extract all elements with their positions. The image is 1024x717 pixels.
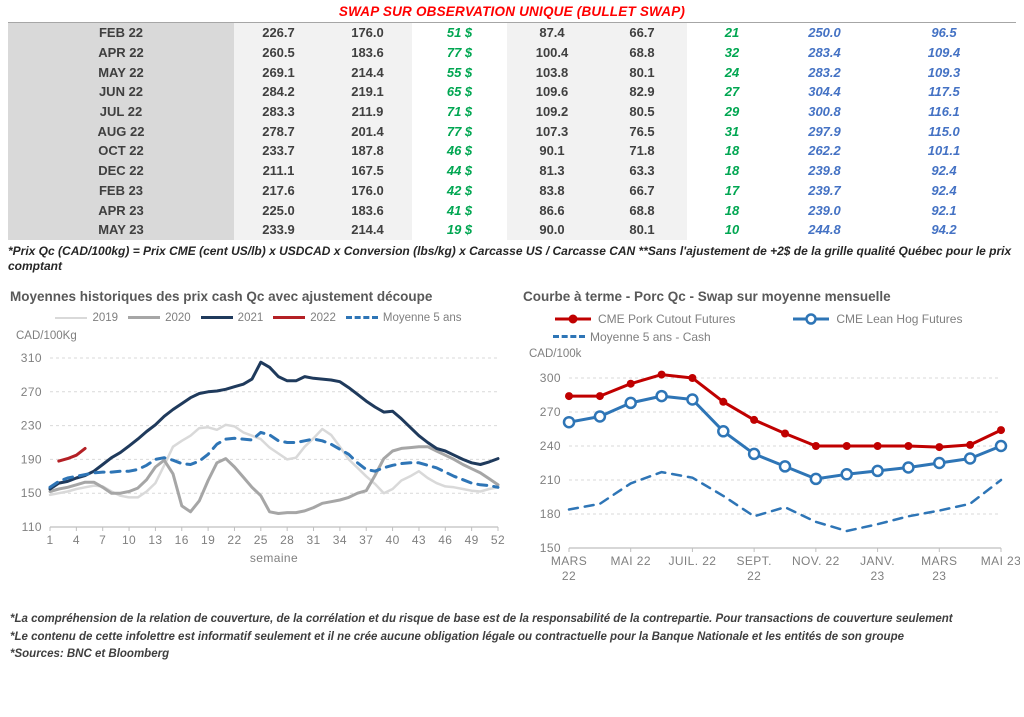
legend-item-lean-hog [791, 312, 962, 326]
svg-text:1: 1 [46, 532, 54, 547]
legend-label: 2021 [237, 311, 264, 324]
value-cell: 80.1 [597, 220, 687, 240]
value-cell: 109.3 [872, 62, 1016, 82]
svg-text:SEPT.: SEPT. [736, 553, 772, 568]
marker-line-swatch-icon [553, 313, 593, 325]
table-row [8, 200, 1016, 220]
table-row [8, 220, 1016, 240]
month-cell: APR 22 [8, 43, 234, 63]
line-swatch-2020-icon [128, 316, 160, 319]
value-cell: 51 $ [412, 23, 507, 43]
historical-chart-legend [10, 312, 507, 324]
value-cell: 92.4 [872, 181, 1016, 201]
value-cell: 109.6 [507, 82, 597, 102]
value-cell: 100.4 [507, 43, 597, 63]
value-cell: 244.8 [777, 220, 872, 240]
svg-text:46: 46 [438, 532, 453, 547]
value-cell: 32 [687, 43, 777, 63]
historical-prices-chart [10, 342, 507, 584]
value-cell: 71.8 [597, 141, 687, 161]
value-cell: 19 $ [412, 220, 507, 240]
value-cell: 226.7 [234, 23, 323, 43]
legend-label: CME Pork Cutout Futures [598, 311, 736, 326]
value-cell: 55 $ [412, 62, 507, 82]
value-cell: 31 [687, 121, 777, 141]
svg-text:semaine: semaine [249, 550, 299, 565]
table-row [8, 62, 1016, 82]
forward-chart-legend [553, 312, 1020, 344]
svg-text:23: 23 [932, 568, 947, 583]
svg-text:MAI 23: MAI 23 [980, 553, 1020, 568]
table-row [8, 43, 1016, 63]
value-cell: 18 [687, 161, 777, 181]
legend-item-2021 [201, 312, 264, 324]
value-cell: 304.4 [777, 82, 872, 102]
value-cell: 284.2 [234, 82, 323, 102]
value-cell: 68.8 [597, 200, 687, 220]
y-axis-unit-label: CAD/100Kg [16, 329, 77, 342]
value-cell: 283.3 [234, 102, 323, 122]
value-cell: 167.5 [323, 161, 412, 181]
month-cell: DEC 22 [8, 161, 234, 181]
svg-text:270: 270 [20, 384, 42, 399]
svg-text:40: 40 [385, 532, 400, 547]
svg-text:300: 300 [539, 370, 561, 385]
value-cell: 18 [687, 200, 777, 220]
value-cell: 80.5 [597, 102, 687, 122]
svg-text:43: 43 [411, 532, 427, 547]
value-cell: 262.2 [777, 141, 872, 161]
value-cell: 82.9 [597, 82, 687, 102]
value-cell: 24 [687, 62, 777, 82]
legend-label: 2022 [310, 311, 336, 324]
disclaimer-notes [0, 609, 1024, 664]
value-cell: 81.3 [507, 161, 597, 181]
disclaimer-line: *Le contenu de cette infolettre est informatif seulement et il ne crée aucune obligation légale ou contractuelle pour la Banque Nationale et les entités de son groupe [10, 630, 904, 643]
svg-text:37: 37 [359, 532, 374, 547]
sources-line: *Sources: BNC et Bloomberg [10, 648, 170, 661]
value-cell: 297.9 [777, 121, 872, 141]
value-cell: 116.1 [872, 102, 1016, 122]
value-cell: 211.9 [323, 102, 412, 122]
svg-text:190: 190 [20, 452, 42, 467]
svg-text:NOV. 22: NOV. 22 [791, 553, 840, 568]
svg-text:110: 110 [21, 519, 42, 534]
value-cell: 283.4 [777, 43, 872, 63]
table-row [8, 141, 1016, 161]
value-cell: 239.0 [777, 200, 872, 220]
line-swatch-2019-icon [55, 317, 87, 319]
month-cell: MAY 22 [8, 62, 234, 82]
value-cell: 17 [687, 181, 777, 201]
legend-item-pork-cutout [553, 312, 735, 326]
historical-chart-title: Moyennes historiques des prix cash Qc avec ajustement découpe [10, 288, 433, 304]
svg-text:7: 7 [99, 532, 107, 547]
value-cell: 76.5 [597, 121, 687, 141]
svg-text:16: 16 [174, 532, 189, 547]
value-cell: 90.1 [507, 141, 597, 161]
value-cell: 21 [687, 23, 777, 43]
value-cell: 283.2 [777, 62, 872, 82]
table-row [8, 102, 1016, 122]
table-row [8, 181, 1016, 201]
month-cell: APR 23 [8, 200, 234, 220]
y-axis-unit-label: CAD/100k [529, 347, 582, 360]
value-cell: 92.1 [872, 200, 1016, 220]
value-cell: 183.6 [323, 43, 412, 63]
svg-text:150: 150 [20, 485, 42, 500]
swap-table [8, 22, 1016, 240]
forward-chart-title: Courbe à terme - Porc Qc - Swap sur moyenne mensuelle [523, 288, 891, 304]
svg-text:23: 23 [870, 568, 885, 583]
month-cell: OCT 22 [8, 141, 234, 161]
value-cell: 300.8 [777, 102, 872, 122]
value-cell: 109.2 [507, 102, 597, 122]
value-cell: 86.6 [507, 200, 597, 220]
legend-item-2020 [128, 312, 191, 324]
value-cell: 239.8 [777, 161, 872, 181]
svg-text:MARS: MARS [550, 553, 588, 568]
table-row [8, 121, 1016, 141]
svg-text:270: 270 [539, 404, 561, 419]
legend-label: CME Lean Hog Futures [836, 311, 963, 326]
svg-text:25: 25 [253, 532, 268, 547]
svg-text:49: 49 [464, 532, 479, 547]
value-cell: 41 $ [412, 200, 507, 220]
svg-text:19: 19 [201, 532, 216, 547]
value-cell: 217.6 [234, 181, 323, 201]
value-cell: 269.1 [234, 62, 323, 82]
value-cell: 96.5 [872, 23, 1016, 43]
svg-text:4: 4 [72, 532, 80, 547]
svg-text:34: 34 [332, 532, 347, 547]
month-cell: MAY 23 [8, 220, 234, 240]
value-cell: 10 [687, 220, 777, 240]
value-cell: 66.7 [597, 23, 687, 43]
value-cell: 46 $ [412, 141, 507, 161]
value-cell: 260.5 [234, 43, 323, 63]
legend-label: Moyenne 5 ans - Cash [590, 329, 711, 344]
historical-prices-panel [10, 289, 507, 603]
value-cell: 219.1 [323, 82, 412, 102]
value-cell: 211.1 [234, 161, 323, 181]
value-cell: 87.4 [507, 23, 597, 43]
svg-text:210: 210 [539, 472, 561, 487]
value-cell: 117.5 [872, 82, 1016, 102]
value-cell: 94.2 [872, 220, 1016, 240]
month-cell: JUL 22 [8, 102, 234, 122]
legend-label: Moyenne 5 ans [382, 311, 462, 324]
legend-label: 2019 [92, 311, 119, 324]
svg-text:JUIL. 22: JUIL. 22 [668, 553, 717, 568]
svg-text:150: 150 [539, 540, 561, 555]
svg-text:22: 22 [747, 568, 762, 583]
month-cell: FEB 23 [8, 181, 234, 201]
legend-item-moyenne-cash [553, 330, 711, 344]
value-cell: 239.7 [777, 181, 872, 201]
forward-curve-chart [523, 360, 1020, 598]
value-cell: 225.0 [234, 200, 323, 220]
month-cell: AUG 22 [8, 121, 234, 141]
disclaimer-line: *La compréhension de la relation de couverture, de la corrélation et du risque de base est de la responsabilité de la contrepartie. Pour transactions de couverture seulement [10, 612, 953, 625]
table-row [8, 23, 1016, 43]
month-cell: JUN 22 [8, 82, 234, 102]
table-row [8, 161, 1016, 181]
page-title: SWAP SUR OBSERVATION UNIQUE (BULLET SWAP) [338, 4, 686, 19]
value-cell: 29 [687, 102, 777, 122]
value-cell: 77 $ [412, 43, 507, 63]
svg-text:MARS: MARS [921, 553, 958, 568]
month-cell: FEB 22 [8, 23, 234, 43]
value-cell: 183.6 [323, 200, 412, 220]
svg-text:22: 22 [561, 568, 577, 583]
value-cell: 115.0 [872, 121, 1016, 141]
svg-text:180: 180 [539, 506, 561, 521]
svg-text:13: 13 [148, 532, 163, 547]
value-cell: 44 $ [412, 161, 507, 181]
dashed-line-swatch-icon [346, 316, 378, 319]
value-cell: 214.4 [323, 220, 412, 240]
value-cell: 101.1 [872, 141, 1016, 161]
value-cell: 18 [687, 141, 777, 161]
value-cell: 68.8 [597, 43, 687, 63]
table-footnote: *Prix Qc (CAD/100kg) = Prix CME (cent US/lb) x USDCAD x Conversion (lbs/kg) x Carcasse US / Carcasse CAN **Sans l'ajustement de +2$ de la grille qualité Québec pour le prix comptant [8, 243, 1012, 274]
svg-text:240: 240 [539, 438, 561, 453]
line-swatch-2022-icon [273, 316, 305, 319]
svg-text:31: 31 [306, 532, 321, 547]
value-cell: 103.8 [507, 62, 597, 82]
value-cell: 65 $ [412, 82, 507, 102]
value-cell: 92.4 [872, 161, 1016, 181]
legend-item-2019 [55, 312, 118, 324]
line-swatch-2021-icon [201, 316, 233, 319]
value-cell: 27 [687, 82, 777, 102]
charts-row [0, 289, 1024, 603]
forward-curve-panel [523, 289, 1020, 603]
svg-text:52: 52 [490, 532, 506, 547]
value-cell: 233.7 [234, 141, 323, 161]
svg-text:28: 28 [280, 532, 295, 547]
table-row [8, 82, 1016, 102]
value-cell: 176.0 [323, 23, 412, 43]
svg-text:22: 22 [227, 532, 242, 547]
value-cell: 107.3 [507, 121, 597, 141]
svg-text:230: 230 [20, 418, 42, 433]
value-cell: 90.0 [507, 220, 597, 240]
svg-text:MAI 22: MAI 22 [610, 553, 651, 568]
value-cell: 176.0 [323, 181, 412, 201]
value-cell: 109.4 [872, 43, 1016, 63]
value-cell: 278.7 [234, 121, 323, 141]
value-cell: 233.9 [234, 220, 323, 240]
value-cell: 63.3 [597, 161, 687, 181]
value-cell: 77 $ [412, 121, 507, 141]
value-cell: 201.4 [323, 121, 412, 141]
legend-item-2022 [273, 312, 336, 324]
svg-text:10: 10 [121, 532, 137, 547]
value-cell: 80.1 [597, 62, 687, 82]
svg-text:310: 310 [20, 350, 42, 365]
value-cell: 83.8 [507, 181, 597, 201]
open-marker-line-swatch-icon [791, 313, 831, 325]
legend-item-moyenne-5-ans [346, 312, 462, 324]
value-cell: 71 $ [412, 102, 507, 122]
value-cell: 250.0 [777, 23, 872, 43]
value-cell: 214.4 [323, 62, 412, 82]
svg-text:JANV.: JANV. [860, 553, 896, 568]
value-cell: 187.8 [323, 141, 412, 161]
value-cell: 42 $ [412, 181, 507, 201]
value-cell: 66.7 [597, 181, 687, 201]
legend-label: 2020 [165, 311, 191, 324]
dashed-line-swatch-icon [553, 335, 585, 338]
